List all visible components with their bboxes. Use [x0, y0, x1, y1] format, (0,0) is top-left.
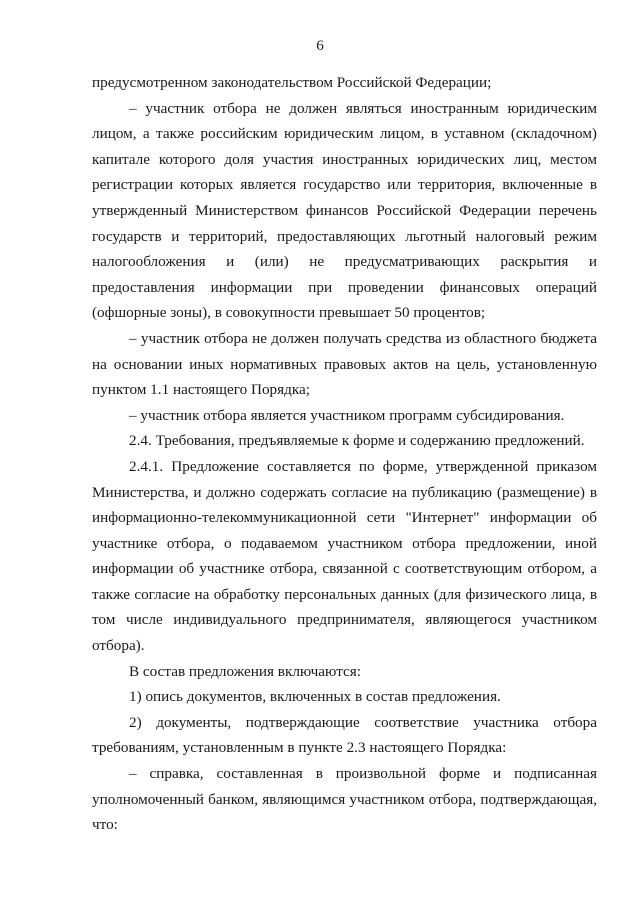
list-item-1: 1) опись документов, включенных в состав предложения.: [129, 688, 501, 706]
paragraph-2-4-1: 2.4.1. Предложение составляется по форме, утвержденной приказом Министерства, и должно содержать согласие на публикацию (размещение) в информационно-телекоммуникационной сети "Интернет" информации об участнике отбора, о подаваемом участником отбора предложении, иной информации об участнике отбора, связанной с соответствующим отбором, а также согласие на обработку персональных данных (для физического лица, в том числе индивидуального предпринимателя, являющегося участником отбора).: [92, 457, 597, 655]
paragraph-proposal-contents-intro: В состав предложения включаются:: [129, 662, 361, 680]
document-body: [92, 70, 597, 838]
page-number: 6: [316, 37, 324, 54]
section-heading-2-4: 2.4. Требования, предъявляемые к форме и содержанию предложений.: [129, 432, 585, 450]
paragraph-regional-budget-requirement: – участник отбора не должен получать средства из областного бюджета на основании иных нормативных правовых актов на цель, установленную пунктом 1.1 настоящего Порядка;: [92, 329, 597, 399]
paragraph-bank-certificate: – справка, составленная в произвольной форме и подписанная уполномоченный банком, являющимся участником отбора, подтверждающая, что:: [92, 765, 597, 834]
paragraph-subsidy-program-participant: – участник отбора является участником программ субсидирования.: [129, 406, 565, 424]
list-item-2: 2) документы, подтверждающие соответствие участника отбора требованиям, установленным в пункте 2.3 настоящего Порядка:: [92, 713, 597, 757]
paragraph-foreign-entity-requirement: – участник отбора не должен являться иностранным юридическим лицом, а также российским юридическим лицом, в уставном (складочном) капитале которого доля участия иностранных юридических лиц, местом регистрации которых является государство или территория, включенные в утвержденный Министерством финансов Российской Федерации перечень государств и территорий, предоставляющих льготный налоговый режим налогообложения и (или) не предусматривающих раскрытия и предоставления информации при проведении финансовых операций (офшорные зоны), в совокупности превышает 50 процентов;: [92, 99, 597, 322]
paragraph-continuation: предусмотренном законодательством Российской Федерации;: [92, 74, 492, 91]
